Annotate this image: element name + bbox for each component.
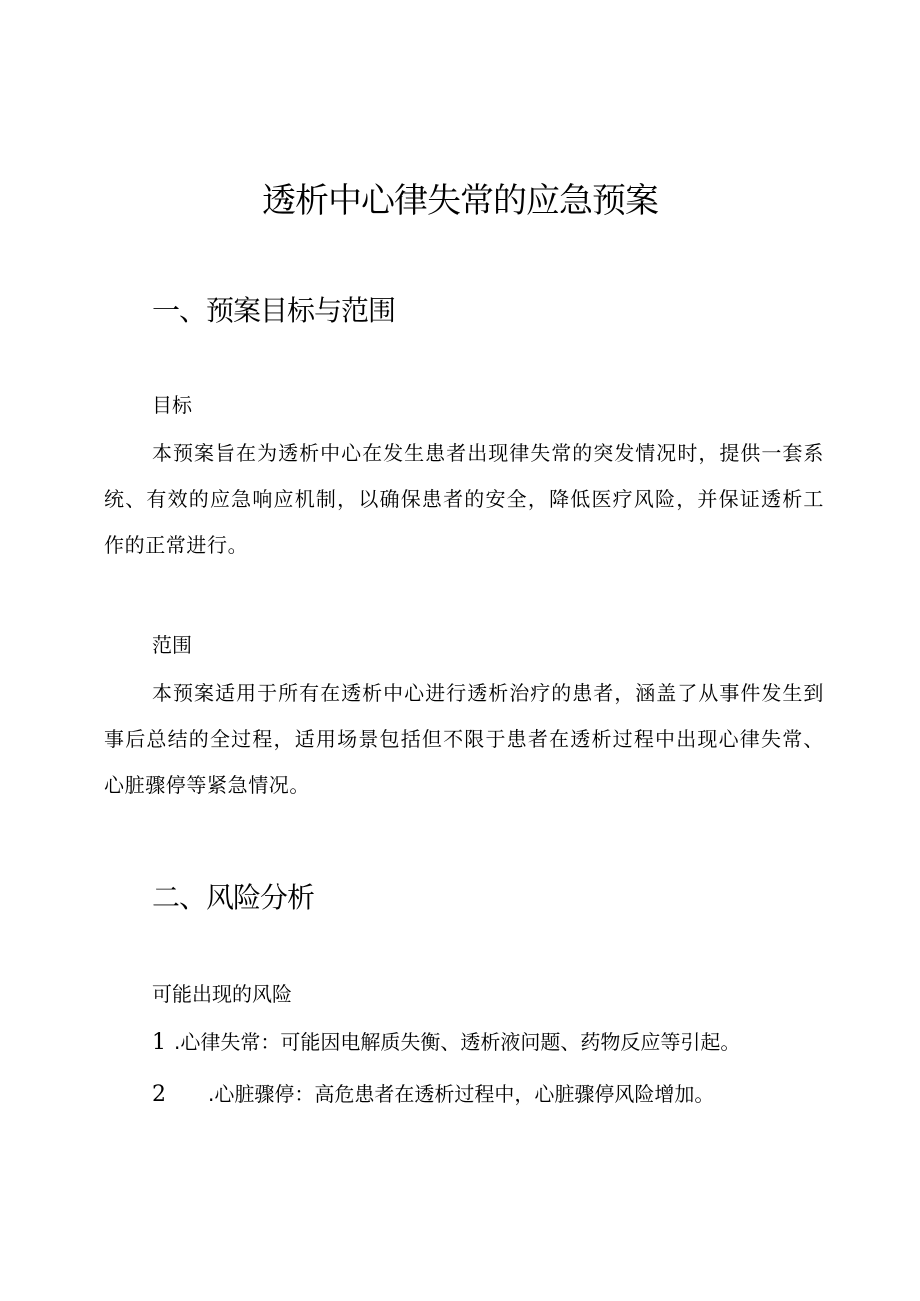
section-heading-risk-analysis: 二、风险分析	[152, 881, 315, 914]
scope-paragraph: 本预案适用于所有在透析中心进行透析治疗的患者，涵盖了从事件发生到事后总结的全过程，适用场景包括但不限于患者在透析过程中出现心律失常、心脏骤停等紧急情况。	[104, 681, 824, 797]
document-title: 透析中心律失常的应急预案	[262, 181, 658, 221]
list-item-number: 2	[152, 1082, 166, 1107]
goal-paragraph: 本预案旨在为透析中心在发生患者出现律失常的突发情况时，提供一套系统、有效的应急响应机制，以确保患者的安全，降低医疗风险，并保证透析工作的正常进行。	[104, 441, 824, 557]
section-heading-goals-scope: 一、预案目标与范围	[152, 294, 396, 327]
list-item	[152, 1027, 740, 1058]
list-item-number: 1	[152, 1030, 166, 1055]
list-item	[152, 1079, 714, 1110]
list-item-text: .心律失常：可能因电解质失衡、透析液问题、药物反应等引起。	[174, 1030, 741, 1054]
list-item-text: .心脏骤停：高危患者在透析过程中，心脏骤停风险增加。	[208, 1082, 715, 1106]
goal-label: 目标	[152, 393, 192, 417]
risks-label: 可能出现的风险	[152, 982, 292, 1006]
scope-label: 范围	[152, 633, 192, 657]
